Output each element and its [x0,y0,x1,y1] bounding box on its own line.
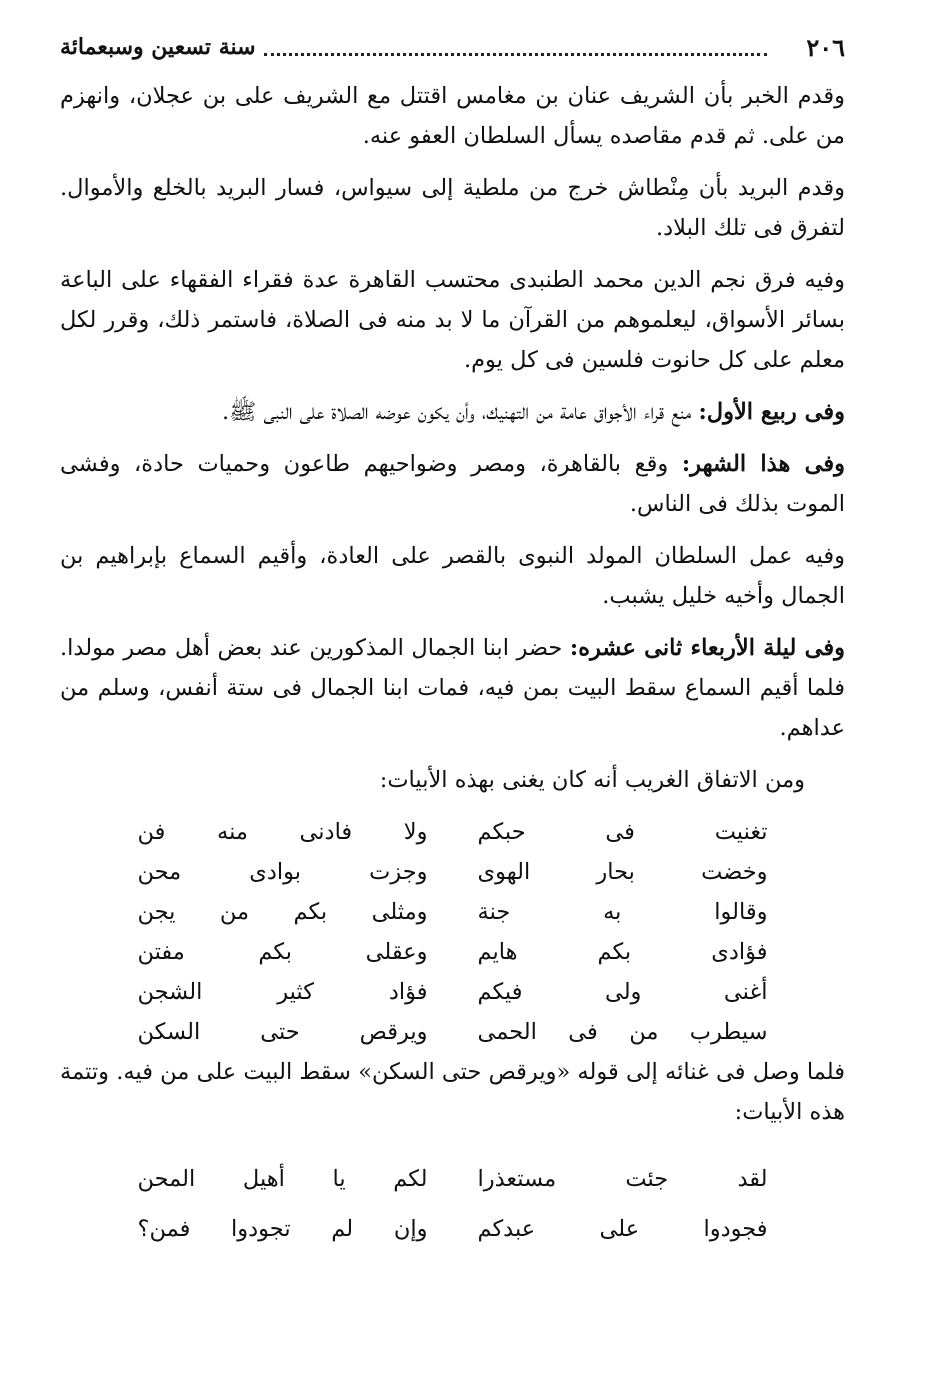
paragraph-text: حضر ابنا الجمال المذكورين عند بعض أهل مصر مولدا. فلما أقيم السماع سقط البيت بمن فيه، فمات ابنا الجمال فى ستة أنفس، وسلم من عداهم. [60,635,845,741]
page-header [60,30,845,64]
paragraph-lead: وفى ليلة الأربعاء ثانى عشره: [569,635,845,661]
poem-second [60,1154,845,1254]
paragraph-text: وقدم الخبر بأن الشريف عنان بن مغامس اقتتل مع الشريف على بن عجلان، وانهزم من على. ثم قدم مقاصده يسأل السلطان العفو عنه. [60,83,845,149]
running-head: سنة تسعين وسبعمائة [60,34,256,60]
paragraph [60,392,845,432]
verse-first-hemistich: فؤادى بكم هايم [477,939,768,965]
verse-line [60,932,845,972]
page-number: ٢٠٦ [806,32,845,62]
dotted-leader [264,39,767,56]
verse-first-hemistich: سيطرب من فى الحمى [477,1019,768,1045]
poem-intro: ومن الاتفاق الغريب أنه كان يغنى بهذه الأبيات: [379,767,805,793]
verse-first-hemistich: وخضت بحار الهوى [477,859,768,885]
book-page [60,30,845,1254]
verse-line [60,1012,845,1052]
verse-second-hemistich: لكم يا أهيل المحن [137,1166,428,1192]
verse-second-hemistich: وإن لم تجودوا فمن؟ [137,1216,428,1242]
paragraph [60,168,845,248]
poem-first [60,812,845,1052]
verse-line [60,892,845,932]
verse-second-hemistich: وجزت بوادى محن [137,859,428,885]
verse-line [60,972,845,1012]
verse-second-hemistich: ولا فادنى منه فن [137,819,428,845]
verse-first-hemistich: فجودوا على عبدكم [477,1216,768,1242]
paragraph-text: وفيه عمل السلطان المولد النبوى بالقصر على العادة، وأقيم السماع بإبراهيم بن الجمال وأخيه خليل يشبب. [60,543,845,609]
verse-line [60,1204,845,1254]
post-poem-paragraph: فلما وصل فى غنائه إلى قوله «ويرقص حتى السكن» سقط البيت على من فيه. وتتمة هذه الأبيات: [60,1059,845,1125]
verse-first-hemistich: أغنى ولى فيكم [477,979,768,1005]
verse-second-hemistich: وعقلى بكم مفتن [137,939,428,965]
paragraph [60,628,845,748]
paragraph-text: منع قراء الأجواق عامة من التهنيك، وأن يكون عوضه الصلاة على النبى ﷺ. [221,399,699,425]
paragraph-text: وفيه فرق نجم الدين محمد الطنبدى محتسب القاهرة عدة فقراء الفقهاء على الباعة بسائر الأسواق، ليعلموهم من القرآن ما لا بد منه فى الصلاة، فاستمر ذلك، وقرر لكل معلم على كل حانوت فلسين فى كل يوم. [60,267,845,373]
verse-second-hemistich: فؤاد كثير الشجن [137,979,428,1005]
paragraph [60,76,845,156]
verse-first-hemistich: وقالوا به جنة [477,899,768,925]
paragraph-text: وقع بالقاهرة، ومصر وضواحيهم طاعون وحميات حادة، وفشى الموت بذلك فى الناس. [60,451,845,517]
paragraph-lead: وفى ربيع الأول: [698,399,845,425]
paragraph-text: وقدم البريد بأن مِنْطاش خرج من ملطية إلى سيواس، فسار البريد بالخلع والأموال. لتفرق فى تلك البلاد. [60,175,845,241]
verse-first-hemistich: تغنيت فى حبكم [477,819,768,845]
verse-first-hemistich: لقد جئت مستعذرا [477,1166,768,1192]
paragraph [60,536,845,616]
paragraph-lead: وفى هذا الشهر: [681,451,846,477]
verse-second-hemistich: ومثلى بكم من يجن [137,899,428,925]
paragraph [60,444,845,524]
verse-line [60,1154,845,1204]
verse-line [60,812,845,852]
paragraph [60,260,845,380]
verse-line [60,852,845,892]
verse-second-hemistich: ويرقص حتى السكن [137,1019,428,1045]
